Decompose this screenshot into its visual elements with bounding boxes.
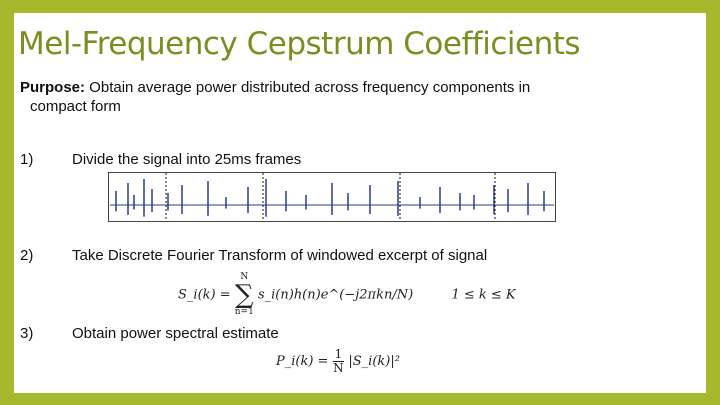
fraction-numerator: 1 xyxy=(334,347,343,361)
step-2 xyxy=(20,247,487,264)
sum-lower-limit: n=1 xyxy=(234,307,254,317)
purpose-text-line2: compact form xyxy=(30,98,121,115)
waveform-frames-image xyxy=(108,172,556,222)
dft-lhs: S_i(k) = xyxy=(178,287,231,303)
purpose-text-line1: Obtain average power distributed across frequency components in xyxy=(85,79,531,96)
slide-title: Mel-Frequency Cepstrum Coefficients xyxy=(18,26,581,62)
step-number: 1) xyxy=(20,151,34,168)
fraction-denominator: N xyxy=(333,361,344,375)
sum-symbol: N ∑ n=1 xyxy=(234,272,254,317)
step-text: Obtain power spectral estimate xyxy=(72,325,279,342)
power-lhs: P_i(k) = xyxy=(276,354,329,369)
dft-term: s_i(n)h(n)e^(−j2πkn/N) xyxy=(257,287,414,303)
power-equation xyxy=(276,348,400,375)
dft-equation xyxy=(178,272,516,318)
power-fraction xyxy=(333,348,345,375)
step-3 xyxy=(20,325,279,342)
power-rhs: |S_i(k)|² xyxy=(348,354,400,369)
step-1 xyxy=(20,151,301,168)
step-text: Divide the signal into 25ms frames xyxy=(72,151,302,168)
purpose-paragraph xyxy=(20,78,610,116)
purpose-label: Purpose: xyxy=(20,79,86,96)
step-number: 3) xyxy=(20,325,34,342)
sum-upper-limit: N xyxy=(240,272,249,282)
step-number: 2) xyxy=(20,247,34,264)
step-text: Take Discrete Fourier Transform of windowed excerpt of signal xyxy=(72,247,488,264)
dft-range: 1 ≤ k ≤ K xyxy=(451,287,516,303)
